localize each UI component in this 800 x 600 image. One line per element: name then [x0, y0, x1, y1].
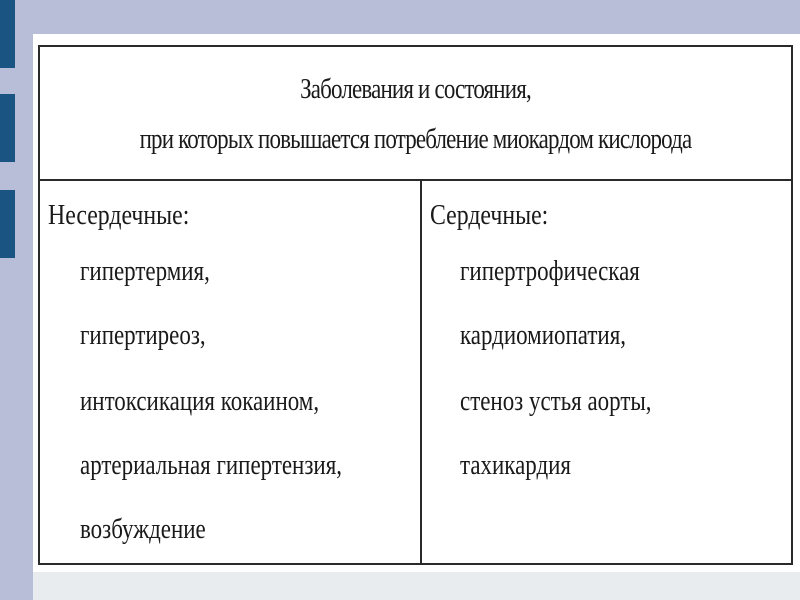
list-item: стеноз устья аорты,: [460, 386, 652, 417]
conditions-table: [38, 45, 793, 565]
slide: [33, 34, 800, 600]
accent-bar: [0, 94, 15, 162]
non-cardiac-column: [40, 179, 420, 563]
list-item: гипертрофическая: [460, 256, 640, 287]
accent-bar: [0, 190, 15, 258]
list-item: интоксикация кокаином,: [80, 386, 320, 417]
cardiac-column: [422, 179, 791, 563]
table-header: [40, 47, 791, 181]
list-item: возбуждение: [80, 514, 206, 545]
list-item: гипертермия,: [80, 256, 210, 287]
table-header-line-2: при которых повышается потребление миокардом кислорода: [139, 124, 692, 155]
table-header-line-1: Заболевания и состояния,: [300, 74, 531, 105]
top-band: [0, 0, 800, 34]
list-item: кардиомиопатия,: [460, 320, 626, 351]
list-item: артериальная гипертензия,: [80, 450, 342, 481]
left-band: [0, 0, 33, 600]
cardiac-title: Сердечные:: [430, 200, 549, 231]
accent-bar: [0, 0, 15, 68]
non-cardiac-title: Несердечные:: [48, 200, 190, 231]
list-item: гипертиреоз,: [80, 320, 206, 351]
list-item: тахикардия: [460, 450, 571, 481]
bottom-strip: [33, 572, 800, 600]
